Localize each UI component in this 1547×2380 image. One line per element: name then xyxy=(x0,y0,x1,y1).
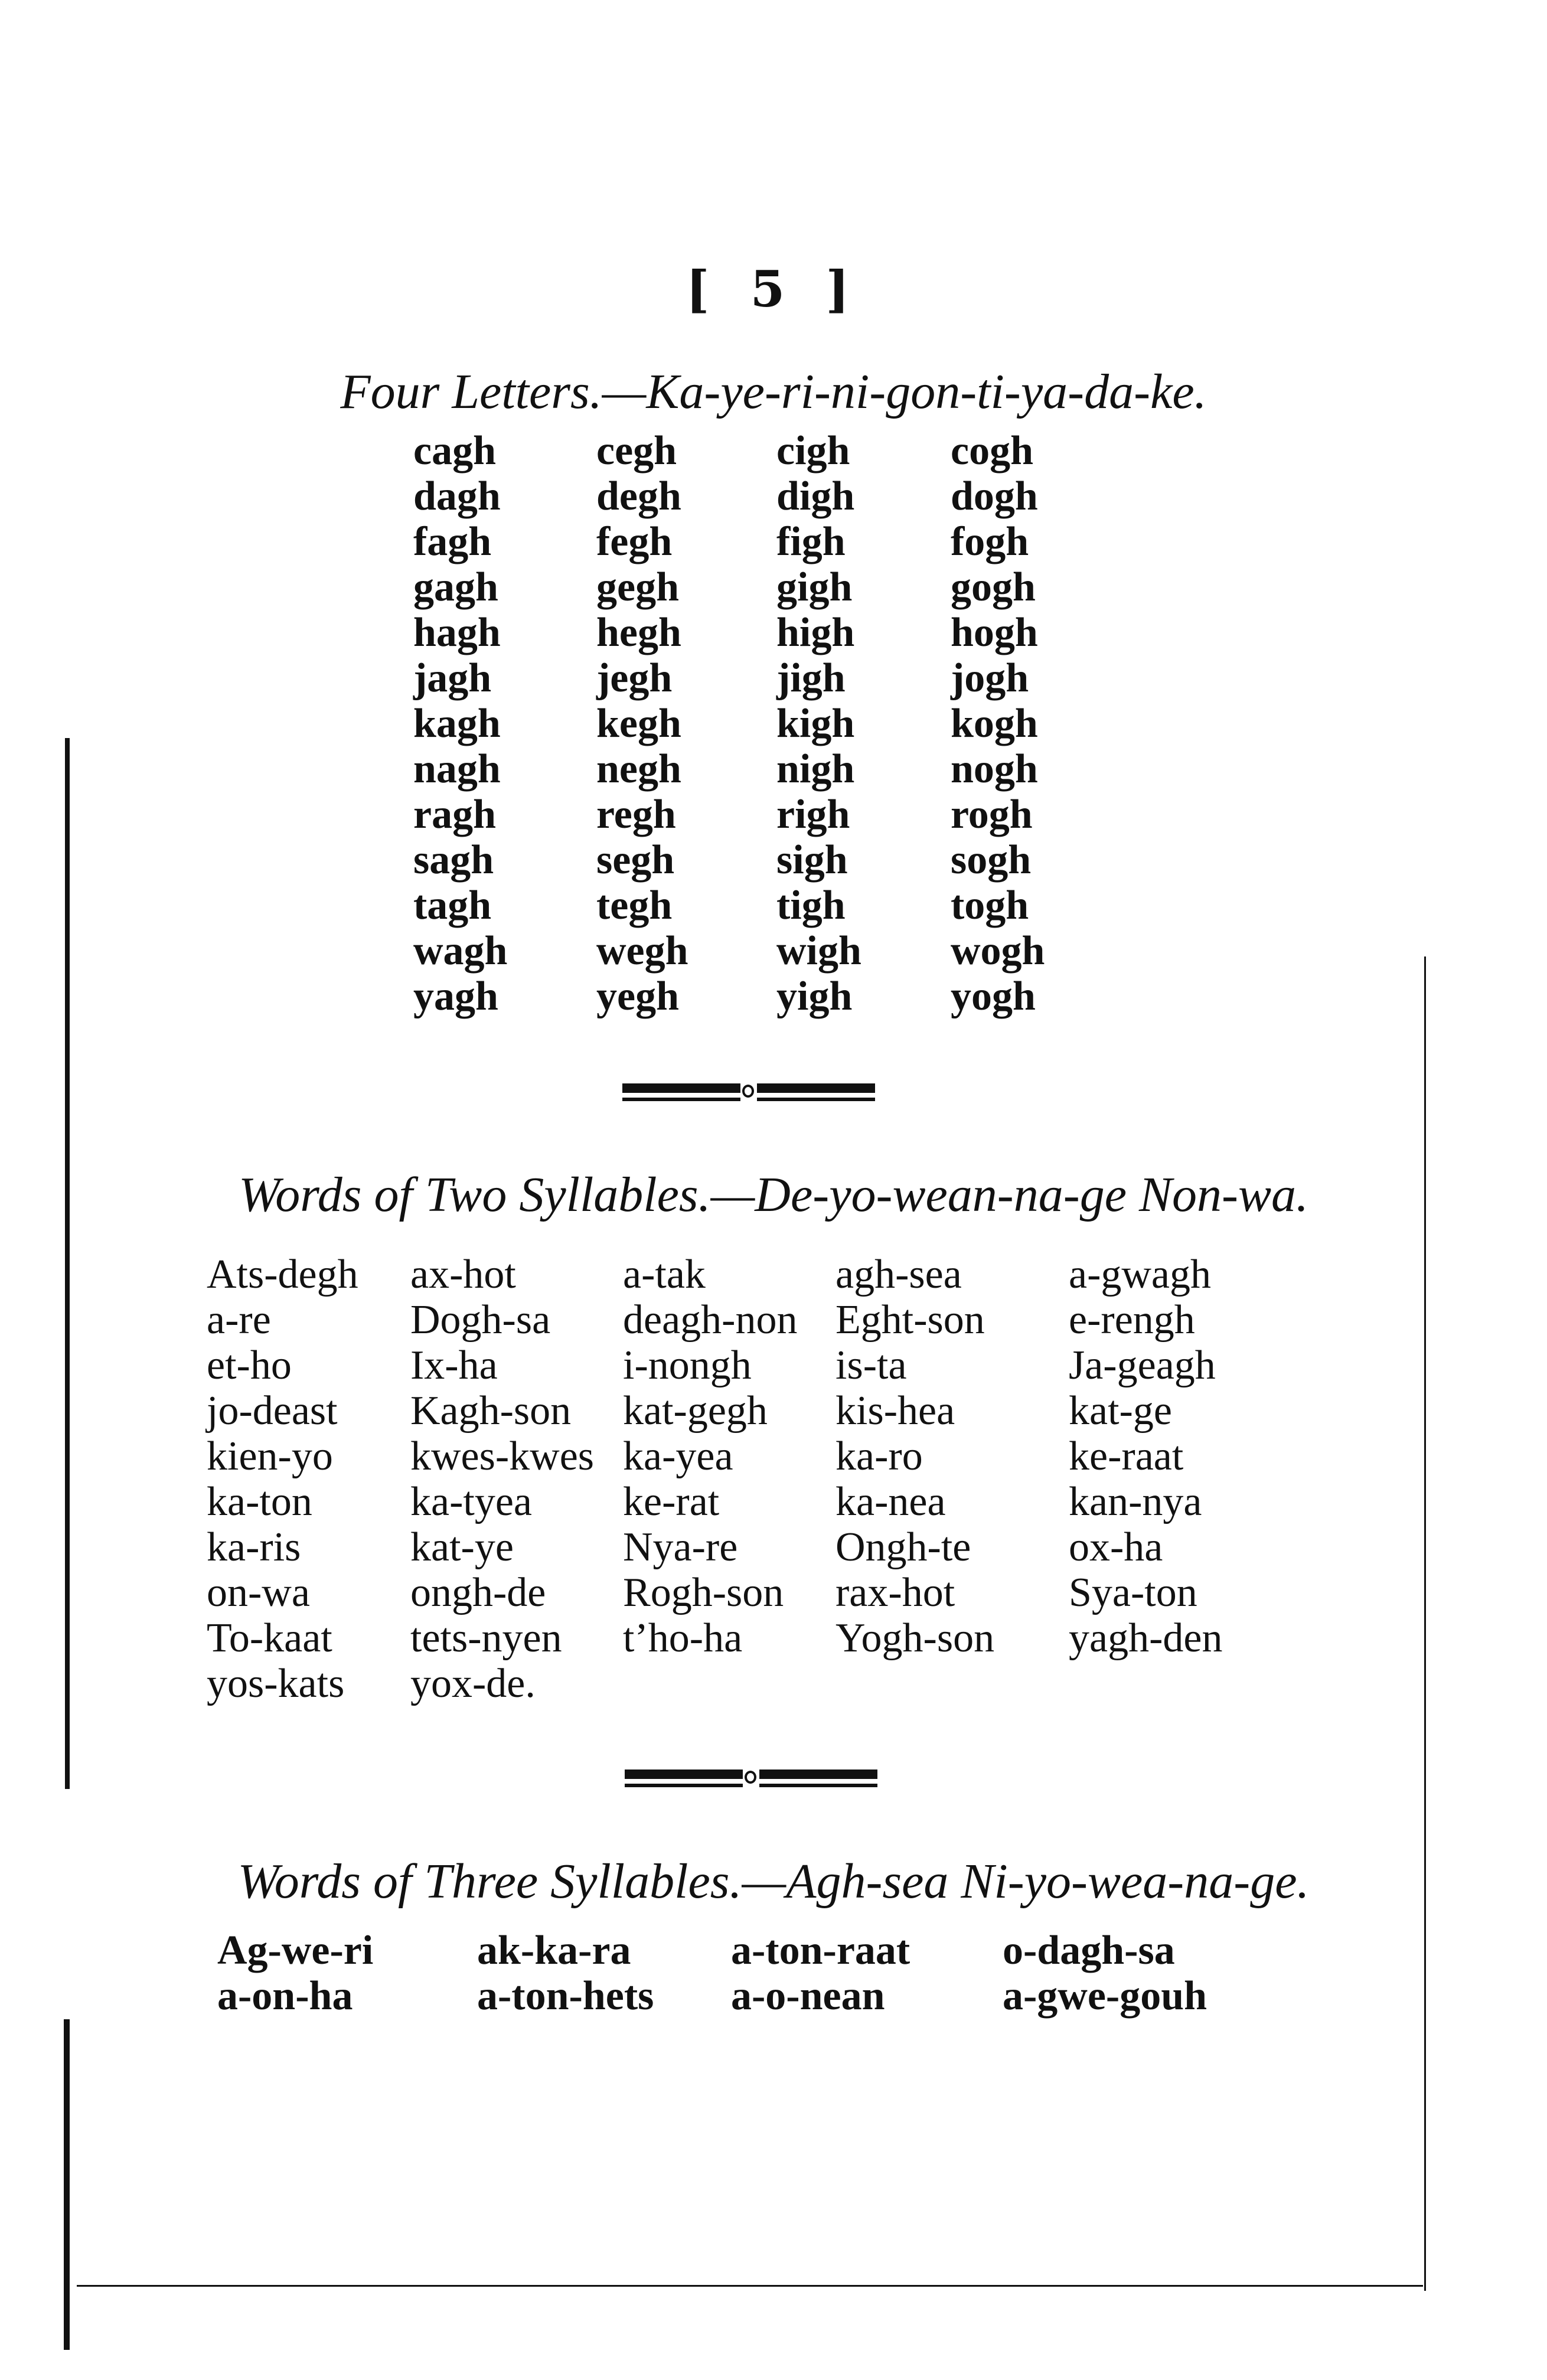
two-syllables-word: a-gwagh xyxy=(1069,1252,1212,1297)
two-syllables-word: yagh-den xyxy=(1069,1615,1223,1661)
two-syllables-word: kien-yo xyxy=(207,1434,333,1479)
two-syllables-word: Ats-degh xyxy=(207,1252,358,1297)
four-letters-word: digh xyxy=(776,474,855,519)
four-letters-word: nogh xyxy=(951,746,1038,792)
four-letters-word: gegh xyxy=(596,564,679,610)
four-letters-word: jagh xyxy=(413,655,492,701)
two-syllables-word: on-wa xyxy=(207,1570,310,1615)
four-letters-word: jegh xyxy=(596,655,673,701)
four-letters-word: kagh xyxy=(413,701,501,746)
two-syllables-word: Yogh-son xyxy=(835,1615,995,1661)
four-letters-word: cegh xyxy=(596,428,677,474)
bottom-margin-line xyxy=(77,2285,1423,2287)
two-syllables-word: Ja-geagh xyxy=(1069,1343,1216,1388)
four-letters-word: wigh xyxy=(776,928,861,974)
four-letters-word: sigh xyxy=(776,837,848,883)
four-letters-word: kogh xyxy=(951,701,1038,746)
four-letters-word: fagh xyxy=(413,519,492,564)
three-syllables-heading: Words of Three Syllables.—Agh-sea Ni-yo-wea-na-ge. xyxy=(237,1854,1310,1909)
two-syllables-word: jo-deast xyxy=(207,1388,338,1434)
rule-bar xyxy=(759,1770,877,1787)
four-letters-word: sogh xyxy=(951,837,1032,883)
four-letters-word: dagh xyxy=(413,474,501,519)
two-syllables-word: ka-tyea xyxy=(410,1479,532,1524)
two-syllables-heading: Words of Two Syllables.—De-yo-wean-na-ge Non-wa. xyxy=(238,1167,1309,1222)
two-syllables-word: a-tak xyxy=(623,1252,706,1297)
four-letters-word: kegh xyxy=(596,701,681,746)
rule-bar xyxy=(622,1083,740,1101)
two-syllables-word: yos-kats xyxy=(207,1661,345,1706)
three-syllables-word: a-o-nean xyxy=(731,1973,885,2019)
two-syllables-word: Ix-ha xyxy=(410,1343,498,1388)
right-margin-rule xyxy=(1424,956,1426,2291)
four-letters-table xyxy=(413,428,1092,1019)
four-letters-word: hagh xyxy=(413,610,501,655)
two-syllables-word: Dogh-sa xyxy=(410,1297,551,1343)
two-syllables-word: ka-ton xyxy=(207,1479,312,1524)
two-syllables-word: is-ta xyxy=(835,1343,907,1388)
two-syllables-word: kat-ye xyxy=(410,1524,514,1570)
four-letters-word: gogh xyxy=(951,564,1036,610)
left-margin-rule xyxy=(65,738,70,1789)
four-letters-word: tigh xyxy=(776,883,846,928)
two-syllables-word: Kagh-son xyxy=(410,1388,572,1434)
three-syllables-word: ak-ka-ra xyxy=(477,1928,631,1973)
four-letters-word: tegh xyxy=(596,883,673,928)
four-letters-word: negh xyxy=(596,746,681,792)
four-letters-word: sagh xyxy=(413,837,494,883)
four-letters-word: regh xyxy=(596,792,676,837)
rule-ornament xyxy=(745,1771,756,1784)
four-letters-word: figh xyxy=(776,519,846,564)
four-letters-word: togh xyxy=(951,883,1029,928)
four-letters-word: cogh xyxy=(951,428,1033,474)
two-syllables-word: kis-hea xyxy=(835,1388,955,1434)
four-letters-word: degh xyxy=(596,474,681,519)
two-syllables-word: ka-yea xyxy=(623,1434,733,1479)
four-letters-word: kigh xyxy=(776,701,855,746)
four-letters-word: dogh xyxy=(951,474,1038,519)
four-letters-word: yagh xyxy=(413,974,498,1019)
two-syllables-word: kat-gegh xyxy=(623,1388,768,1434)
two-syllables-table xyxy=(207,1252,1264,1706)
three-syllables-word: a-on-ha xyxy=(217,1973,353,2019)
three-syllables-word: Ag-we-ri xyxy=(217,1928,374,1973)
left-margin-rule-lower xyxy=(64,2019,70,2350)
two-syllables-word: yox-de. xyxy=(410,1661,536,1706)
four-letters-word: segh xyxy=(596,837,675,883)
four-letters-word: gigh xyxy=(776,564,853,610)
two-syllables-word: rax-hot xyxy=(835,1570,955,1615)
two-syllables-word: agh-sea xyxy=(835,1252,962,1297)
four-letters-word: yigh xyxy=(776,974,853,1019)
four-letters-word: righ xyxy=(776,792,850,837)
two-syllables-word: To-kaat xyxy=(207,1615,332,1661)
three-syllables-table xyxy=(217,1928,1251,2019)
rule-bar xyxy=(625,1770,743,1787)
two-syllables-word: ka-ro xyxy=(835,1434,923,1479)
four-letters-word: wogh xyxy=(951,928,1045,974)
four-letters-word: yegh xyxy=(596,974,679,1019)
three-syllables-word: a-ton-hets xyxy=(477,1973,654,2019)
two-syllables-word: ke-rat xyxy=(623,1479,720,1524)
four-letters-word: ragh xyxy=(413,792,496,837)
two-syllables-word: e-rengh xyxy=(1069,1297,1195,1343)
page-number: [ 5 ] xyxy=(686,260,861,318)
two-syllables-word: ke-raat xyxy=(1069,1434,1184,1479)
two-syllables-word: deagh-non xyxy=(623,1297,798,1343)
two-syllables-word: a-re xyxy=(207,1297,271,1343)
four-letters-word: cagh xyxy=(413,428,496,474)
four-letters-word: jogh xyxy=(951,655,1029,701)
four-letters-word: nigh xyxy=(776,746,855,792)
two-syllables-word: i-nongh xyxy=(623,1343,752,1388)
two-syllables-word: Ongh-te xyxy=(835,1524,971,1570)
two-syllables-word: ox-ha xyxy=(1069,1524,1163,1570)
four-letters-word: cigh xyxy=(776,428,850,474)
four-letters-word: rogh xyxy=(951,792,1033,837)
four-letters-word: gagh xyxy=(413,564,498,610)
rule-bar xyxy=(757,1083,875,1101)
three-syllables-word: a-ton-raat xyxy=(731,1928,910,1973)
four-letters-word: fegh xyxy=(596,519,673,564)
two-syllables-word: kan-nya xyxy=(1069,1479,1202,1524)
two-syllables-word: Rogh-son xyxy=(623,1570,784,1615)
two-syllables-word: t’ho-ha xyxy=(623,1615,743,1661)
four-letters-word: hogh xyxy=(951,610,1038,655)
rule-ornament xyxy=(742,1085,754,1098)
two-syllables-word: Sya-ton xyxy=(1069,1570,1197,1615)
two-syllables-word: ka-nea xyxy=(835,1479,946,1524)
four-letters-word: wagh xyxy=(413,928,508,974)
four-letters-word: yogh xyxy=(951,974,1036,1019)
three-syllables-word: a-gwe-gouh xyxy=(1003,1973,1207,2019)
four-letters-word: fogh xyxy=(951,519,1029,564)
two-syllables-word: kat-ge xyxy=(1069,1388,1172,1434)
two-syllables-word: tets-nyen xyxy=(410,1615,562,1661)
two-syllables-word: ongh-de xyxy=(410,1570,546,1615)
three-syllables-word: o-dagh-sa xyxy=(1003,1928,1175,1973)
four-letters-word: high xyxy=(776,610,855,655)
two-syllables-word: kwes-kwes xyxy=(410,1434,595,1479)
four-letters-word: nagh xyxy=(413,746,501,792)
two-syllables-word: et-ho xyxy=(207,1343,292,1388)
two-syllables-word: Eght-son xyxy=(835,1297,985,1343)
four-letters-word: tagh xyxy=(413,883,492,928)
four-letters-word: wegh xyxy=(596,928,688,974)
two-syllables-word: Nya-re xyxy=(623,1524,738,1570)
four-letters-heading: Four Letters.—Ka-ye-ri-ni-gon-ti-ya-da-ke. xyxy=(340,364,1207,419)
two-syllables-word: ax-hot xyxy=(410,1252,516,1297)
four-letters-word: hegh xyxy=(596,610,681,655)
two-syllables-word: ka-ris xyxy=(207,1524,301,1570)
four-letters-word: jigh xyxy=(776,655,846,701)
